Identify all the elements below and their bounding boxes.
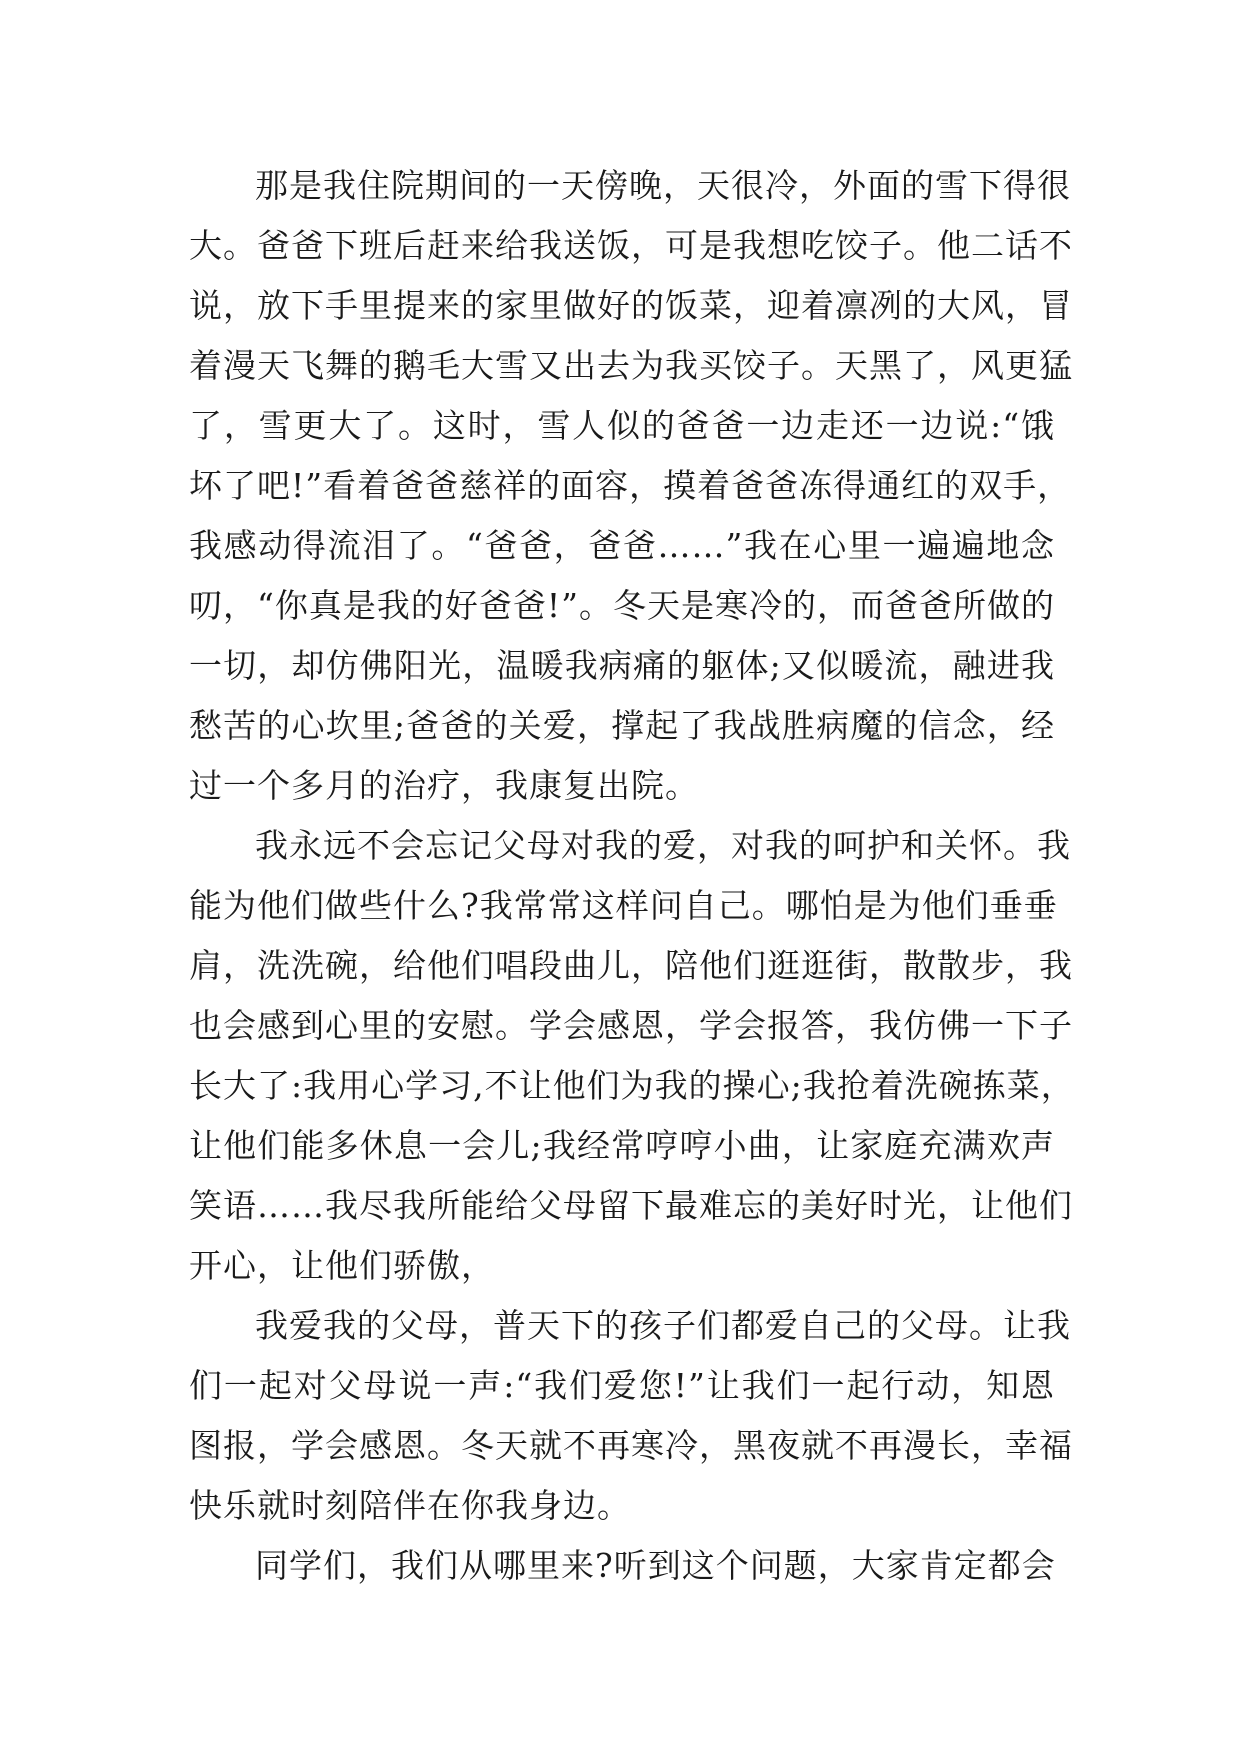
text-line: 大。爸爸下班后赶来给我送饭，可是我想吃饺子。他二话不 <box>189 226 1073 265</box>
text-line: 着漫天飞舞的鹅毛大雪又出去为我买饺子。天黑了，风更猛 <box>189 346 1073 385</box>
text-line: 长大了:我用心学习,不让他们为我的操心;我抢着洗碗拣菜， <box>189 1066 1075 1105</box>
text-line: 了，雪更大了。这时，雪人似的爸爸一边走还一边说:“饿 <box>189 406 1055 445</box>
text-line: 那是我住院期间的一天傍晚，天很冷，外面的雪下得很 <box>255 166 1071 205</box>
text-line: 过一个多月的治疗，我康复出院。 <box>189 766 699 805</box>
paragraph <box>189 1296 1073 1536</box>
text-line: 坏了吧!”看着爸爸慈祥的面容，摸着爸爸冻得通红的双手， <box>189 466 1072 505</box>
text-line: 我永远不会忘记父母对我的爱，对我的呵护和关怀。我 <box>255 826 1071 865</box>
text-line: 我感动得流泪了。“爸爸，爸爸……”我在心里一遍遍地念 <box>189 526 1055 565</box>
paragraph <box>189 156 1073 816</box>
text-line: 开心，让他们骄傲， <box>189 1246 495 1285</box>
text-line: 肩，洗洗碗，给他们唱段曲儿，陪他们逛逛街，散散步，我 <box>189 946 1073 985</box>
text-line: 愁苦的心坎里;爸爸的关爱，撑起了我战胜病魔的信念，经 <box>189 706 1055 745</box>
text-line: 说，放下手里提来的家里做好的饭菜，迎着凛冽的大风，冒 <box>189 286 1073 325</box>
text-line: 图报，学会感恩。冬天就不再寒冷，黑夜就不再漫长，幸福 <box>189 1426 1073 1465</box>
text-line: 我爱我的父母，普天下的孩子们都爱自己的父母。让我 <box>255 1306 1071 1345</box>
text-line: 快乐就时刻陪伴在你我身边。 <box>189 1486 631 1525</box>
text-line: 一切，却仿佛阳光，温暖我病痛的躯体;又似暖流，融进我 <box>189 646 1055 685</box>
text-line: 同学们，我们从哪里来?听到这个问题，大家肯定都会 <box>255 1546 1056 1585</box>
text-line: 能为他们做些什么?我常常这样问自己。哪怕是为他们垂垂 <box>189 886 1058 925</box>
text-line: 们一起对父母说一声:“我们爱您!”让我们一起行动，知恩 <box>189 1366 1055 1405</box>
text-line: 叨，“你真是我的好爸爸!”。冬天是寒冷的，而爸爸所做的 <box>189 586 1056 625</box>
paragraph <box>189 816 1075 1296</box>
paragraph <box>189 1536 1055 1596</box>
text-line: 让他们能多休息一会儿;我经常哼哼小曲，让家庭充满欢声 <box>189 1126 1055 1165</box>
document-body <box>189 156 1075 1596</box>
text-line: 也会感到心里的安慰。学会感恩，学会报答，我仿佛一下子 <box>189 1006 1073 1045</box>
text-line: 笑语……我尽我所能给父母留下最难忘的美好时光，让他们 <box>189 1186 1073 1225</box>
